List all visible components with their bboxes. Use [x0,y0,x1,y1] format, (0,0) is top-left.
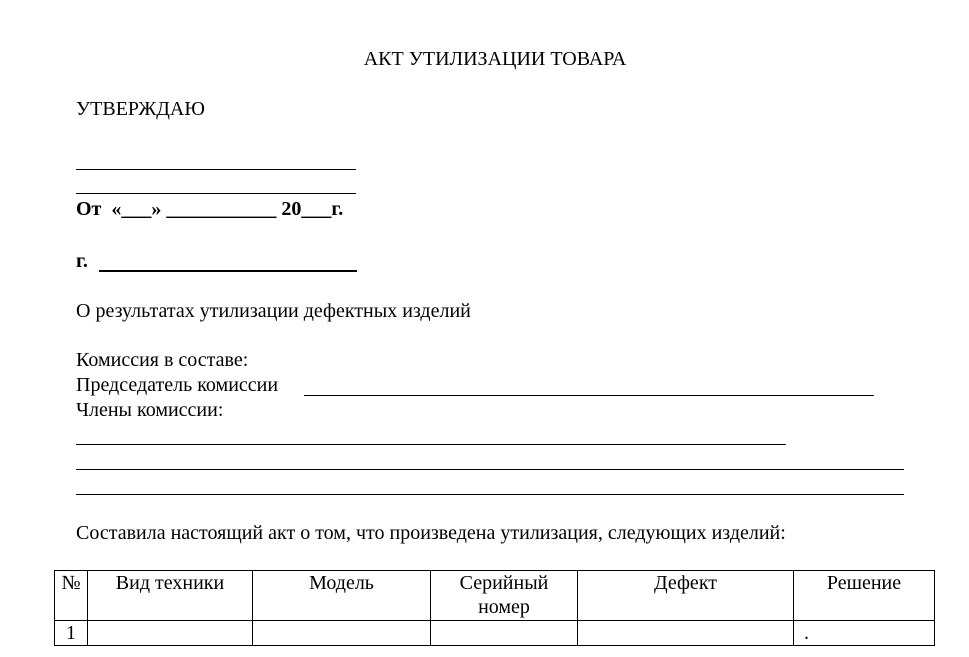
utilization-table [54,570,935,646]
chairman-line [304,395,874,396]
cell-equipment-type [88,621,253,646]
members-label: Члены комиссии: [76,399,224,421]
cell-defect [578,621,794,646]
header-defect: Дефект [578,571,794,621]
cell-decision: . [794,621,935,646]
member-line-2 [76,469,904,470]
cell-serial-number [431,621,578,646]
header-number: № [55,571,88,621]
table-row [55,621,935,646]
city-label: г. [76,250,88,272]
approve-heading: УТВЕРЖДАЮ [76,98,205,120]
statement-text: Составила настоящий акт о том, что произведена утилизация, следующих изделий: [76,522,786,544]
member-line-1 [76,444,786,445]
table-header-row [55,571,935,621]
subject-text: О результатах утилизации дефектных изделий [76,300,471,322]
header-equipment-type: Вид техники [88,571,253,621]
chairman-label: Председатель комиссии [76,374,279,396]
cell-model [253,621,431,646]
header-decision: Решение [794,571,935,621]
approver-name-line [76,193,356,194]
cell-number: 1 [55,621,88,646]
date-line: От «___» ___________ 20___г. [76,198,344,220]
city-line [99,270,357,272]
member-line-3 [76,494,904,495]
header-model: Модель [253,571,431,621]
approver-position-line [76,169,356,170]
header-serial-number: Серийный номер [431,571,578,621]
commission-label: Комиссия в составе: [76,349,249,371]
document-title: АКТ УТИЛИЗАЦИИ ТОВАРА [363,48,627,70]
